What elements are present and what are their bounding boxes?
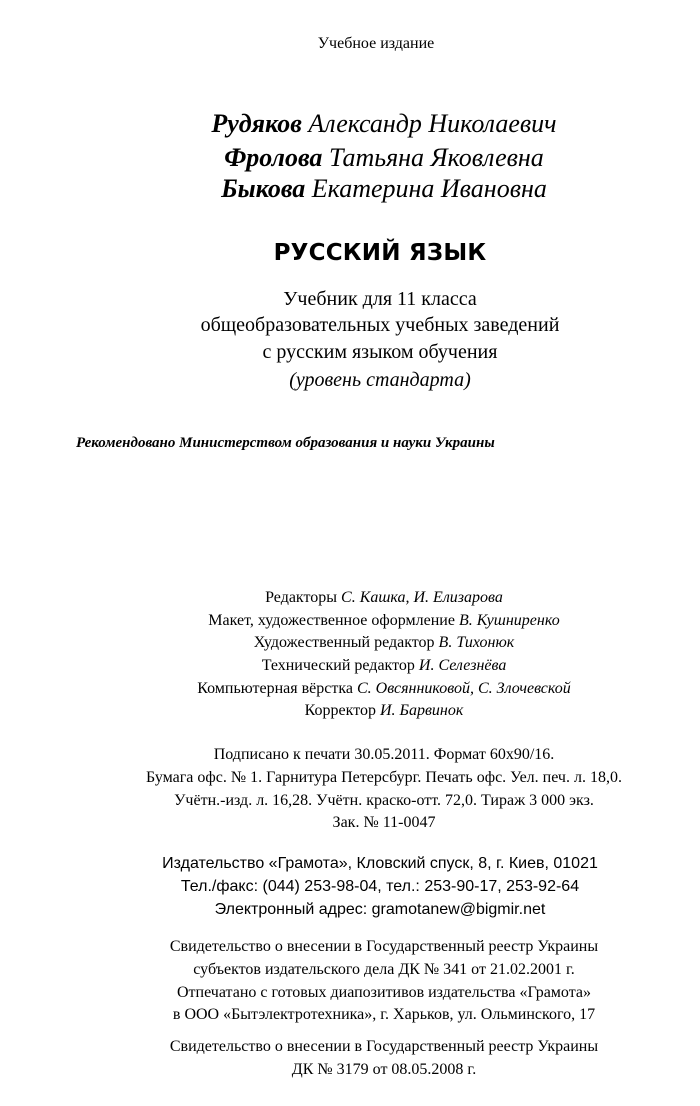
- certificate-line-3: Свидетельство о внесении в Государственный реестр Украины: [169, 1038, 599, 1055]
- printing-line-1: Отпечатано с готовых диапозитивов издательства «Грамота»: [176, 984, 591, 1001]
- author-surname: Фролова: [224, 143, 323, 172]
- credit-role: Корректор: [304, 702, 376, 719]
- author-given-name: Александр Николаевич: [308, 109, 557, 138]
- subtitle-line-2: общеобразовательных учебных заведений: [200, 314, 560, 336]
- credit-typesetting: [0, 681, 700, 697]
- credit-names: С. Кашка, И. Елизарова: [341, 589, 503, 606]
- credit-editors: [0, 590, 700, 606]
- credit-names: И. Барвинок: [379, 702, 464, 719]
- credit-tech-editor: [0, 658, 700, 674]
- author-surname: Быкова: [221, 174, 306, 203]
- author-given-name: Татьяна Яковлевна: [328, 143, 544, 172]
- credit-role: Компьютерная вёрстка: [197, 680, 353, 697]
- credit-role: Технический редактор: [261, 657, 415, 674]
- author-given-name: Екатерина Ивановна: [311, 174, 547, 203]
- credit-layout: [0, 613, 700, 629]
- publisher-phone: Тел./факс: (044) 253-98-04, тел.: 253-90-17, 253-92-64: [180, 878, 580, 895]
- credit-names: И. Селезнёва: [418, 657, 507, 674]
- imprint-line-1: Подписано к печати 30.05.2011. Формат 60x90/16.: [213, 746, 555, 763]
- credit-proofreader: [0, 703, 700, 719]
- imprint-line-3: Учётн.-изд. л. 16,28. Учётн. краско-отт. 72,0. Тираж 3 000 экз.: [174, 792, 594, 809]
- subtitle-line-1: Учебник для 11 класса: [283, 288, 477, 310]
- book-title: РУССКИЙ ЯЗЫК: [273, 240, 487, 266]
- author-surname: Рудяков: [211, 109, 302, 138]
- subtitle-line-3: с русским языком обучения: [262, 341, 498, 363]
- certificate-line-2: субъектов издательского дела ДК № 341 от 21.02.2001 г.: [193, 961, 575, 978]
- credit-role: Художественный редактор: [253, 634, 435, 651]
- credit-role: Макет, художественное оформление: [208, 612, 455, 629]
- certificate-line-1: Свидетельство о внесении в Государственный реестр Украины: [169, 938, 599, 955]
- credit-names: В. Тихонюк: [438, 634, 515, 651]
- edition-type: Учебное издание: [317, 35, 435, 52]
- publisher-address: Издательство «Грамота», Кловский спуск, 8, г. Киев, 01021: [162, 855, 598, 872]
- author-1: [0, 111, 700, 137]
- credit-names: С. Овсянниковой, С. Злочевской: [357, 680, 571, 697]
- publisher-email: Электронный адрес: gramotanew@bigmir.net: [214, 901, 546, 918]
- credit-role: Редакторы: [265, 589, 338, 606]
- author-3: [0, 176, 700, 202]
- subtitle-level: (уровень стандарта): [289, 369, 471, 391]
- credit-names: В. Кушниренко: [458, 612, 560, 629]
- imprint-line-2: Бумага офс. № 1. Гарнитура Петерсбург. Печать офс. Уел. печ. л. 18,0.: [146, 769, 622, 786]
- certificate-line-4: ДК № 3179 от 08.05.2008 г.: [291, 1061, 477, 1078]
- printing-line-2: в ООО «Бытэлектротехника», г. Харьков, ул. Ольминского, 17: [172, 1006, 596, 1023]
- author-2: [0, 145, 700, 171]
- recommendation: Рекомендовано Министерством образования и науки Украины: [76, 435, 495, 451]
- credit-art-editor: [0, 635, 700, 651]
- imprint-line-4: Зак. № 11-0047: [332, 814, 436, 831]
